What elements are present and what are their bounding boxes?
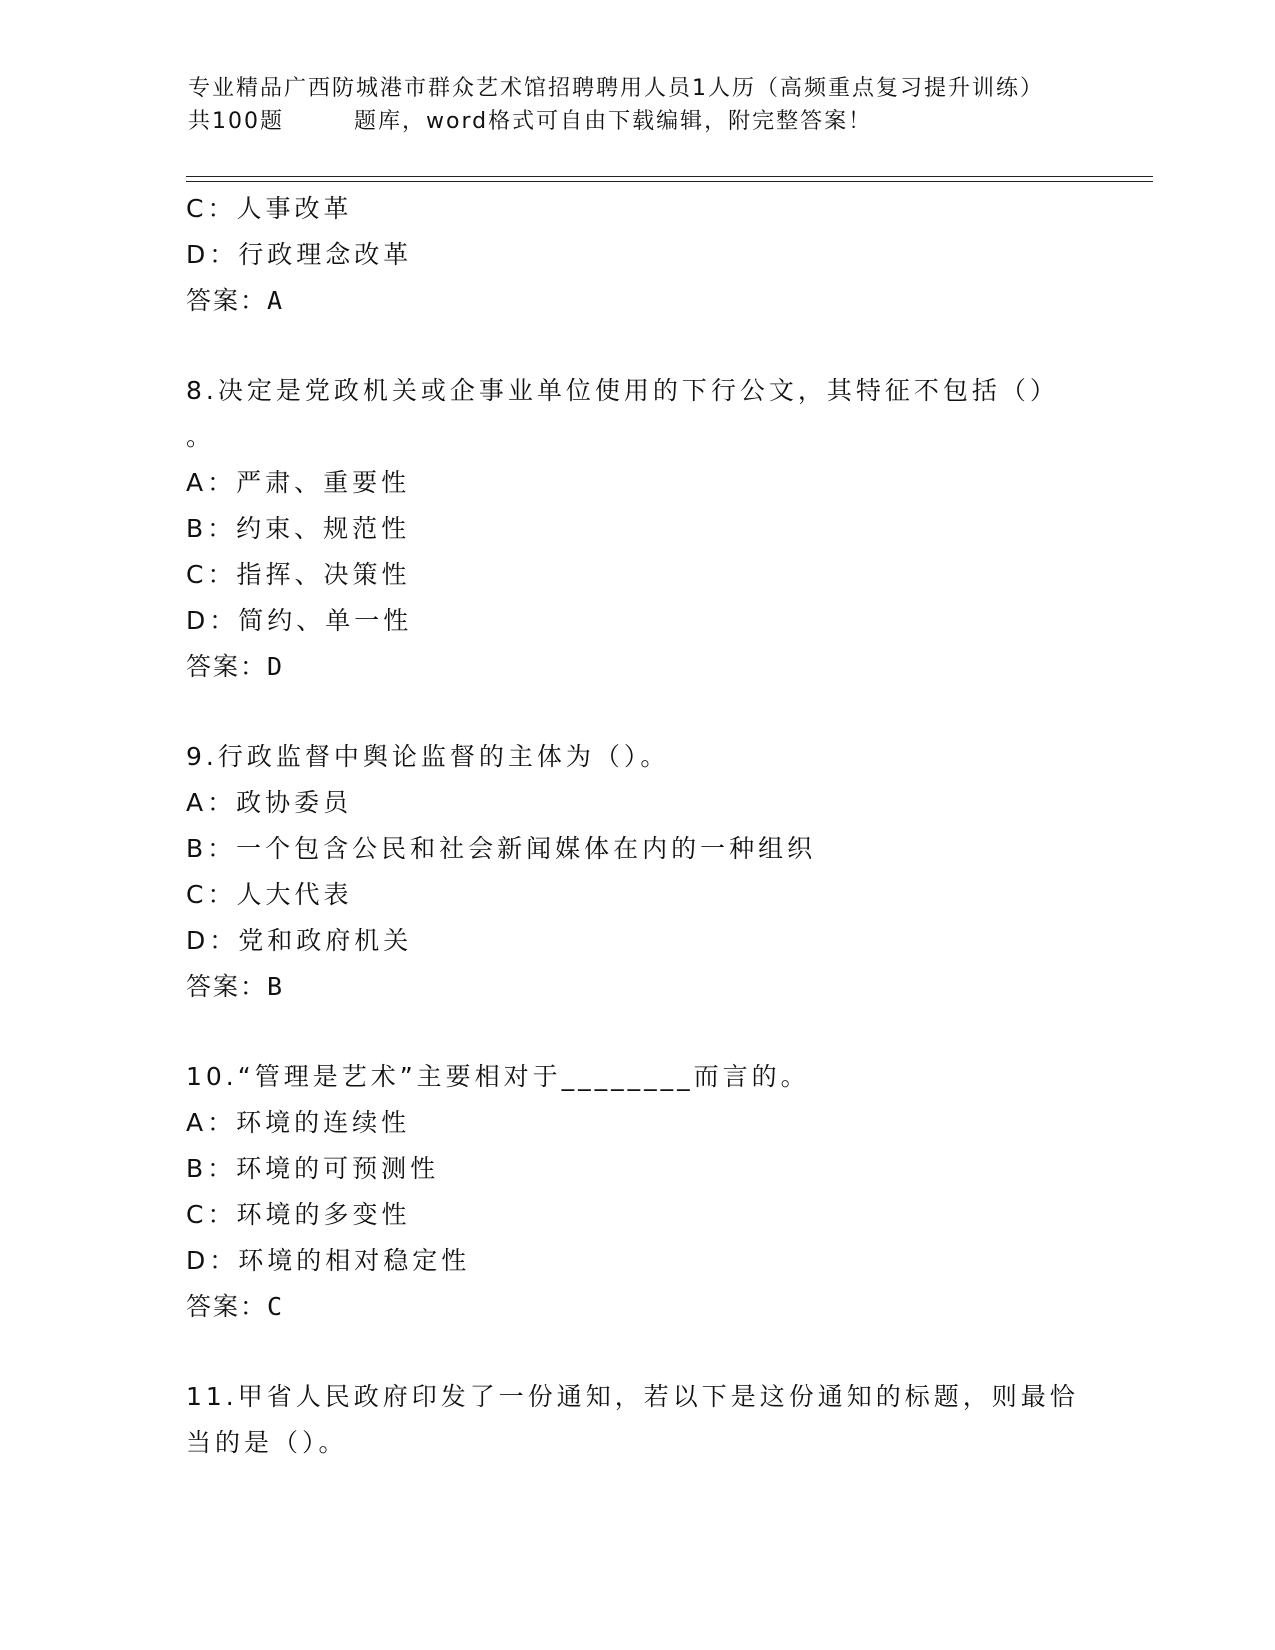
header-title-line2 bbox=[188, 105, 1088, 138]
option-b: B：环境的可预测性 bbox=[186, 1154, 440, 1183]
header-divider-bottom bbox=[186, 181, 1153, 182]
answer-label: 答案： bbox=[186, 1292, 268, 1321]
header-description: 题库，word格式可自由下载编辑，附完整答案！ bbox=[354, 109, 873, 134]
question-stem-continued: 。 bbox=[186, 422, 216, 451]
question-7 bbox=[186, 186, 1086, 324]
option-b: B：一个包含公民和社会新闻媒体在内的一种组织 bbox=[186, 834, 817, 863]
answer-value: C bbox=[267, 1292, 284, 1321]
answer-value: A bbox=[267, 286, 284, 315]
answer-line bbox=[186, 278, 1086, 324]
option-b: B：约束、规范性 bbox=[186, 514, 411, 543]
answer-value: D bbox=[267, 652, 284, 681]
question-stem: 9.行政监督中舆论监督的主体为（）。 bbox=[186, 742, 670, 771]
option-c: C：环境的多变性 bbox=[186, 1200, 411, 1229]
answer-label: 答案： bbox=[186, 972, 268, 1001]
option-a: A：政协委员 bbox=[186, 788, 353, 817]
page-header bbox=[188, 72, 1088, 138]
header-divider-top bbox=[186, 176, 1153, 177]
question-10 bbox=[186, 1054, 1086, 1330]
answer-value: B bbox=[267, 972, 284, 1001]
option-d: D：行政理念改革 bbox=[186, 240, 413, 269]
question-stem-continued: 当的是（）。 bbox=[186, 1428, 348, 1457]
answer-label: 答案： bbox=[186, 286, 268, 315]
option-c: C：人大代表 bbox=[186, 880, 353, 909]
answer-label: 答案： bbox=[186, 652, 268, 681]
option-d: D：环境的相对稳定性 bbox=[186, 1246, 471, 1275]
question-9 bbox=[186, 734, 1086, 1010]
question-8 bbox=[186, 368, 1086, 690]
header-title-line1: 专业精品广西防城港市群众艺术馆招聘聘用人员1人历（高频重点复习提升训练） bbox=[188, 76, 1044, 101]
option-d: D：党和政府机关 bbox=[186, 926, 413, 955]
option-c: C：指挥、决策性 bbox=[186, 560, 411, 589]
question-stem: 10.“管理是艺术”主要相对于________而言的。 bbox=[186, 1062, 810, 1091]
answer-line bbox=[186, 644, 1086, 690]
answer-line bbox=[186, 964, 1086, 1010]
option-d: D：简约、单一性 bbox=[186, 606, 413, 635]
option-c: C：人事改革 bbox=[186, 194, 353, 223]
answer-line bbox=[186, 1284, 1086, 1330]
question-11 bbox=[186, 1374, 1086, 1466]
option-a: A：严肃、重要性 bbox=[186, 468, 411, 497]
question-list bbox=[186, 186, 1086, 1466]
question-stem: 8.决定是党政机关或企事业单位使用的下行公文，其特征不包括（） bbox=[186, 376, 1059, 405]
header-question-count: 共100题 bbox=[188, 109, 284, 134]
question-stem: 11.甲省人民政府印发了一份通知，若以下是这份通知的标题，则最恰 bbox=[186, 1382, 1079, 1411]
option-a: A：环境的连续性 bbox=[186, 1108, 411, 1137]
